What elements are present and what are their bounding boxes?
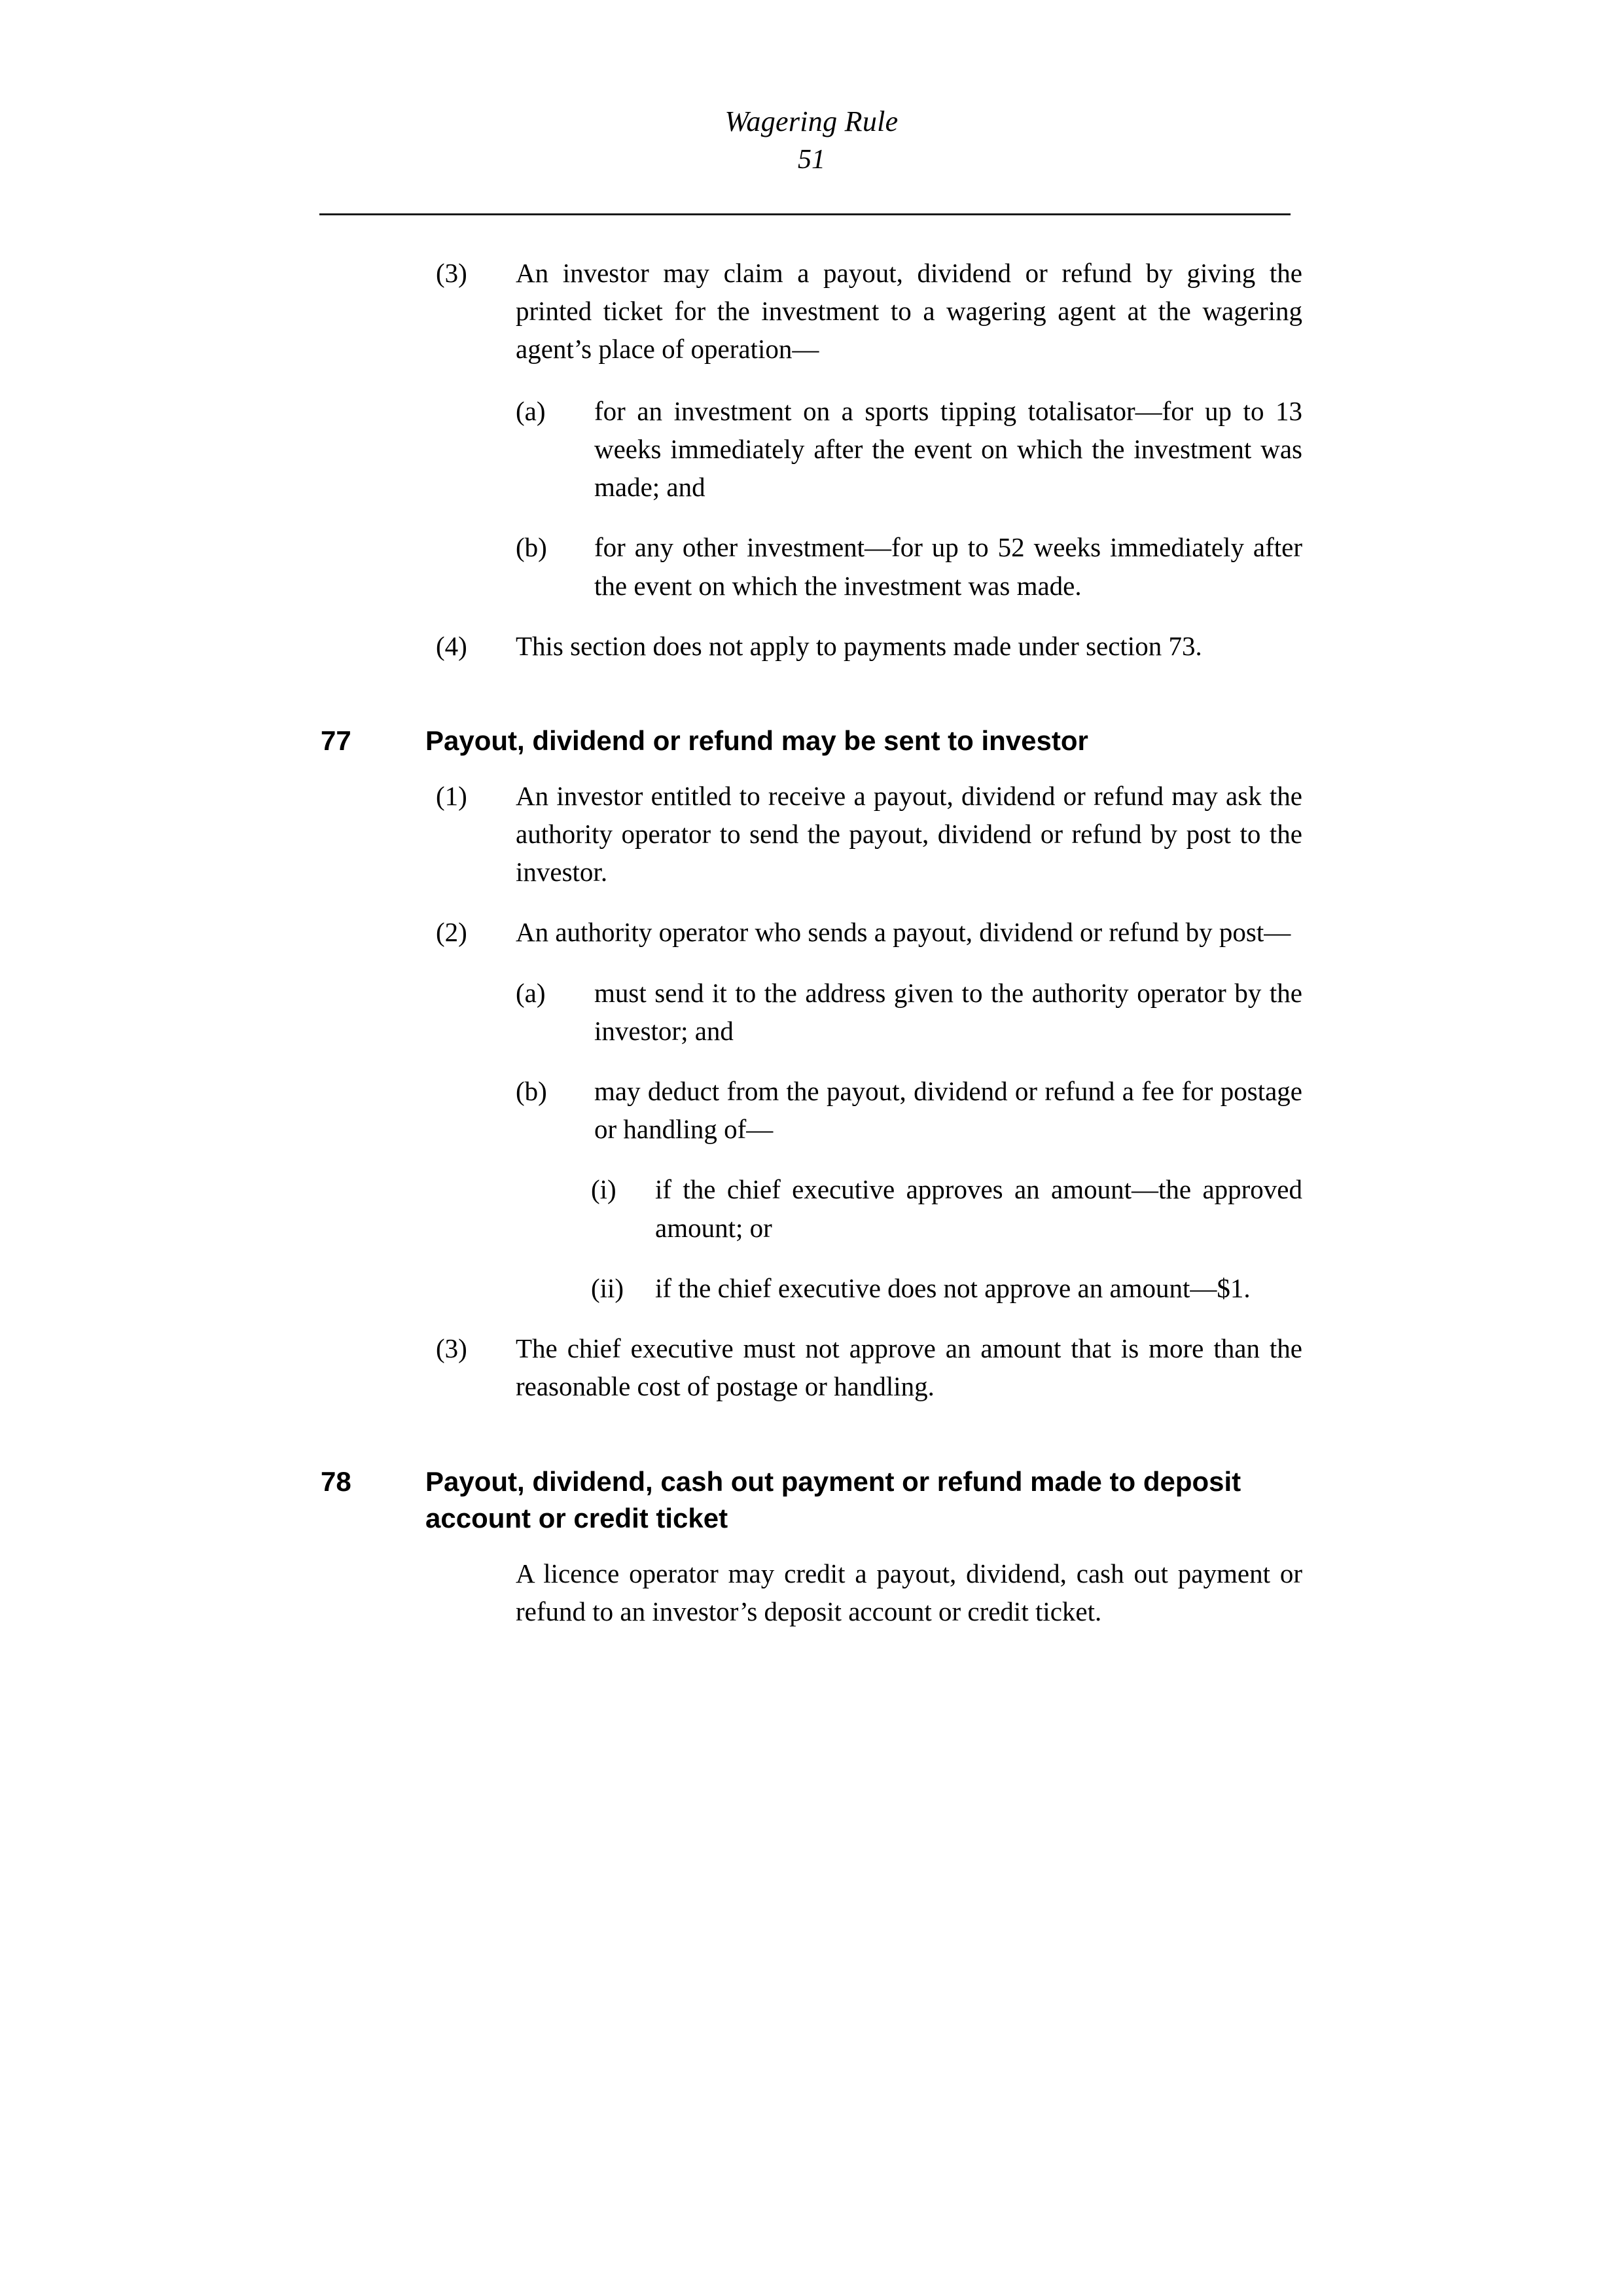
subsection-text: The chief executive must not approve an amount that is more than the reasonable cost of postage or handling. — [516, 1333, 1302, 1402]
subsection-text: An investor entitled to receive a payout, dividend or refund may ask the authority operator to send the payout, dividend or refund by post to the investor. — [516, 780, 1302, 888]
subparagraph-77-2-b-ii — [0, 1269, 1623, 1307]
page-header — [0, 105, 1623, 176]
subparagraph-marker: (ii) — [591, 1272, 624, 1303]
subsection-77-2 — [0, 913, 1623, 951]
subparagraph-marker: (i) — [591, 1174, 616, 1205]
subsection-text: An investor may claim a payout, dividend or refund by giving the printed ticket for the investment to a wagering agent at the wagering agent’s place of operation— — [516, 258, 1302, 365]
paragraph-text: may deduct from the payout, dividend or refund a fee for postage or handling of— — [594, 1075, 1302, 1145]
subsection-77-3 — [0, 1329, 1623, 1405]
section-title: Payout, dividend or refund may be sent to investor — [425, 725, 1088, 756]
subsection-text: This section does not apply to payments made under section 73. — [516, 630, 1202, 661]
paragraph-text: for any other investment—for up to 52 weeks immediately after the event on which the investment was made. — [594, 532, 1302, 601]
header-divider-rule — [319, 213, 1291, 215]
subsection-marker: (1) — [436, 780, 467, 811]
section-number: 77 — [321, 725, 351, 756]
subsection-marker: (4) — [436, 630, 467, 661]
running-header-title: Wagering Rule — [724, 105, 899, 137]
paragraph-3-b — [0, 528, 1623, 604]
subsection-marker: (3) — [436, 1333, 467, 1364]
paragraph-77-2-b — [0, 1072, 1623, 1148]
subsection-77-1 — [0, 777, 1623, 891]
subsection-4 — [0, 627, 1623, 665]
page-number: 51 — [798, 144, 825, 175]
section-78-body — [0, 1554, 1623, 1630]
subsection-3 — [0, 254, 1623, 368]
paragraph-marker: (b) — [516, 532, 547, 563]
subparagraph-text: if the chief executive approves an amount—the approved amount; or — [655, 1174, 1302, 1243]
subsection-marker: (2) — [436, 917, 467, 948]
paragraph-marker: (a) — [516, 977, 546, 1008]
paragraph-text: for an investment on a sports tipping totalisator—for up to 13 weeks immediately after the event on which the investment was made; and — [594, 395, 1302, 503]
section-heading-77 — [0, 723, 1623, 760]
subsection-text: An authority operator who sends a payout, dividend or refund by post— — [516, 917, 1291, 948]
subparagraph-text: if the chief executive does not approve an amount—$1. — [655, 1272, 1251, 1303]
section-body-text: A licence operator may credit a payout, dividend, cash out payment or refund to an investor’s deposit account or credit ticket. — [516, 1558, 1302, 1627]
paragraph-77-2-a — [0, 974, 1623, 1050]
section-heading-78 — [0, 1463, 1623, 1537]
subsection-marker: (3) — [436, 258, 467, 288]
section-number: 78 — [321, 1465, 351, 1497]
paragraph-text: must send it to the address given to the authority operator by the investor; and — [594, 977, 1302, 1046]
paragraph-marker: (b) — [516, 1075, 547, 1106]
paragraph-marker: (a) — [516, 395, 546, 426]
subparagraph-77-2-b-i — [0, 1170, 1623, 1246]
paragraph-3-a — [0, 392, 1623, 507]
section-title: Payout, dividend, cash out payment or refund made to deposit account or credit ticket — [425, 1465, 1241, 1534]
page-body — [0, 254, 1623, 1653]
